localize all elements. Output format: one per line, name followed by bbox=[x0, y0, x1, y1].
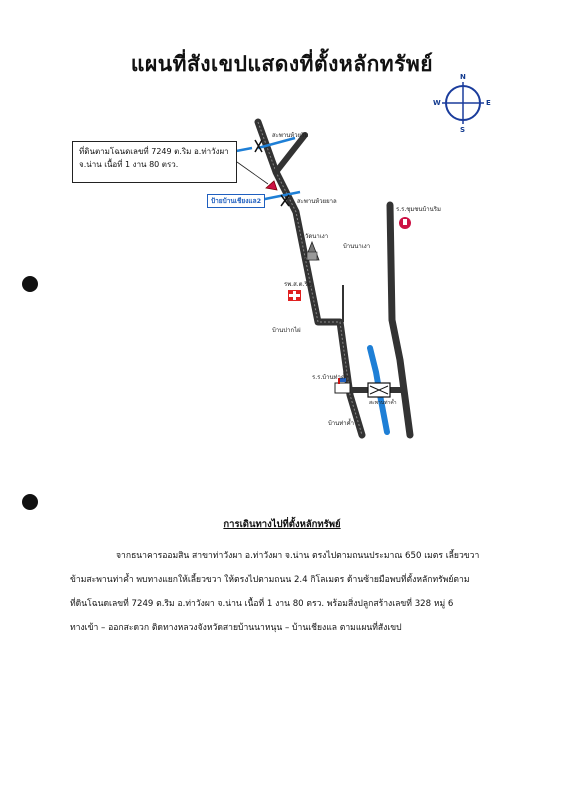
label-village-thakham: บ้านท่าค้ำ bbox=[328, 420, 354, 427]
school-right-icon bbox=[399, 217, 411, 229]
directions-line-1: จากธนาคารออมสิน สาขาท่าวังผา อ.ท่าวังผา จ.น่าน ตรงไปตามถนนประมาณ 650 เมตร เลี้ยวขวา bbox=[116, 551, 480, 561]
label-village-nagao: บ้านนาเงา bbox=[343, 243, 371, 250]
hospital-icon bbox=[288, 290, 301, 301]
compass-n: N bbox=[460, 73, 466, 81]
label-temple: วัดนาเงา bbox=[305, 233, 329, 240]
box-connector bbox=[237, 162, 268, 184]
compass-s: S bbox=[460, 126, 466, 134]
label-bridge-bottom: สะพานท่าค้ำ bbox=[369, 400, 397, 406]
directions-line-4: ทางเข้า – ออกสะดวก ติดทางหลวงจังหวัดสายบ้านนาหนุน – บ้านเชียงแล ตามแผนที่สังเขป bbox=[70, 623, 402, 633]
label-hospital: รพ.ส.ต.ริม bbox=[284, 281, 312, 288]
bridge-icon-bottom bbox=[368, 383, 390, 397]
property-marker bbox=[266, 181, 277, 190]
label-bridge-mid: สะพานห้วยยาล bbox=[297, 198, 337, 205]
property-info-line1: ที่ดินตามโฉนดเลขที่ 7249 ต.ริม อ.ท่าวังผา bbox=[79, 147, 229, 156]
compass-e: E bbox=[486, 99, 491, 107]
label-village-pakhai: บ้านปากไผ่ bbox=[272, 327, 301, 334]
property-info-line2: จ.น่าน เนื้อที่ 1 งาน 80 ตรว. bbox=[79, 160, 179, 169]
label-school-right: ร.ร.ชุมชนบ้านริม bbox=[396, 206, 441, 213]
directions-line-2: ข้ามสะพานท่าค้ำ พบทางแยกให้เลี้ยวขวา ให้ตรงไปตามถนน 2.4 กิโลเมตร ด้านซ้ายมือพบที่ตั้งหลักทรัพย์ตาม bbox=[70, 575, 470, 585]
river-mid bbox=[260, 192, 300, 200]
page-title: แผนที่สังเขปแสดงที่ตั้งหลักทรัพย์ bbox=[130, 51, 434, 76]
directions-line-3: ที่ดินโฉนดเลขที่ 7249 ต.ริม อ.ท่าวังผา จ.น่าน เนื้อที่ 1 งาน 80 ตรว. พร้อมสิ่งปลูกสร้างเลขที่ 328 หมู่ 6 bbox=[70, 599, 454, 609]
property-info-box bbox=[72, 141, 237, 183]
road-branch-north bbox=[276, 135, 305, 172]
road-sign-label: ป้ายบ้านเชียงแล2 bbox=[207, 194, 265, 208]
label-bridge-top: สะพานห้วยริม bbox=[272, 132, 309, 139]
compass-rose bbox=[442, 82, 484, 124]
directions-heading: การเดินทางไปที่ตั้งหลักทรัพย์ bbox=[223, 519, 341, 530]
label-school: ร.ร.บ้านท่าค้ำ bbox=[312, 374, 349, 381]
compass-w: W bbox=[433, 99, 441, 107]
